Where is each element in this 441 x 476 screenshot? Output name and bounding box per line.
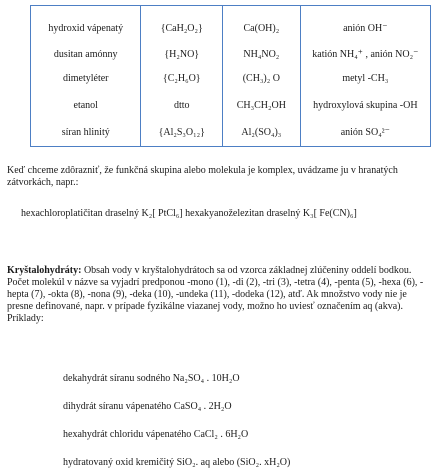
table-cell: Al₂(SO₄)₃ — [241, 127, 282, 138]
table-cell: dusitan amónny — [53, 49, 118, 60]
complex-examples-paragraph: hexachloroplatičitan draselný K₂[ PtCl₆] hexakyanoželezitan draselný K₃[ Fe(CN)₆] — [21, 208, 357, 219]
hydrate-example: hexahydrát chloridu vápenatého CaCl₂ . 6H₂O — [63, 429, 249, 440]
table-cell: hydroxylová skupina -OH — [313, 100, 418, 111]
table-column-summary-formula — [141, 6, 223, 146]
table-cell: {H₂NO} — [164, 49, 200, 60]
table-column-name — [31, 6, 141, 146]
table-cell: hydroxid vápenatý — [48, 23, 124, 34]
table-cell: dtto — [173, 100, 190, 111]
crystallohydrates-text: Obsah vody v kryštalohydrátoch sa od vzorca základnej zlúčeniny oddelí bodkou. Počet molekúl v názve sa vyjadrí predponou -mono (1), -di (2), -tri (3), -tetra (4), -penta (5), -hexa (6), -hepta (7), -okta (8), -nona (9), -deka (10), -undeka (11), -dodeka (12), atď. Ak množstvo vody nie je presne definované, napr. v prípade fyzikálne viazanej vody, možno ho uviesť označením aq (akva). Príklady: — [7, 265, 424, 324]
table-cell: metyl -CH₃ — [342, 73, 389, 84]
table-cell: CH₃CH₂OH — [236, 100, 286, 111]
table-cell: anión SO₄²⁻ — [340, 127, 390, 138]
table-cell: anión OH⁻ — [343, 23, 388, 34]
table-cell: síran hlinitý — [61, 127, 110, 138]
complex-note-paragraph: Keď chceme zdôrazniť, že funkčná skupina alebo molekula je komplex, uvádzame ju v hranatých zátvorkách, napr.: — [7, 165, 398, 188]
crystallohydrates-heading: Kryštalohydráty: — [7, 265, 82, 276]
table-cell: Ca(OH)₂ — [243, 23, 280, 34]
crystallohydrates-paragraph — [7, 265, 432, 325]
table-column-rational-formula — [223, 6, 301, 146]
table-cell: {CaH₂O₂} — [160, 23, 203, 34]
hydrate-example: hydratovaný oxid kremičitý SiO₂. aq alebo (SiO₂. xH₂O) — [63, 457, 291, 468]
table-cell: (CH₃)₂ O — [242, 73, 280, 84]
compound-table — [30, 5, 431, 147]
hydrate-example: dekahydrát síranu sodného Na₂SO₄ . 10H₂O — [63, 373, 240, 384]
table-cell: etanol — [73, 100, 98, 111]
table-cell: {C₂H₆O} — [162, 73, 201, 84]
table-column-functional-group — [301, 6, 430, 146]
table-cell: dimetyléter — [62, 73, 109, 84]
table-cell: NH₄NO₂ — [243, 49, 280, 60]
table-cell: katión NH₄⁺ , anión NO₂⁻ — [312, 49, 419, 60]
hydrate-example: dihydrát síranu vápenatého CaSO₄ . 2H₂O — [63, 401, 232, 412]
table-cell: {Al₂S₃O₁₂} — [158, 127, 205, 138]
